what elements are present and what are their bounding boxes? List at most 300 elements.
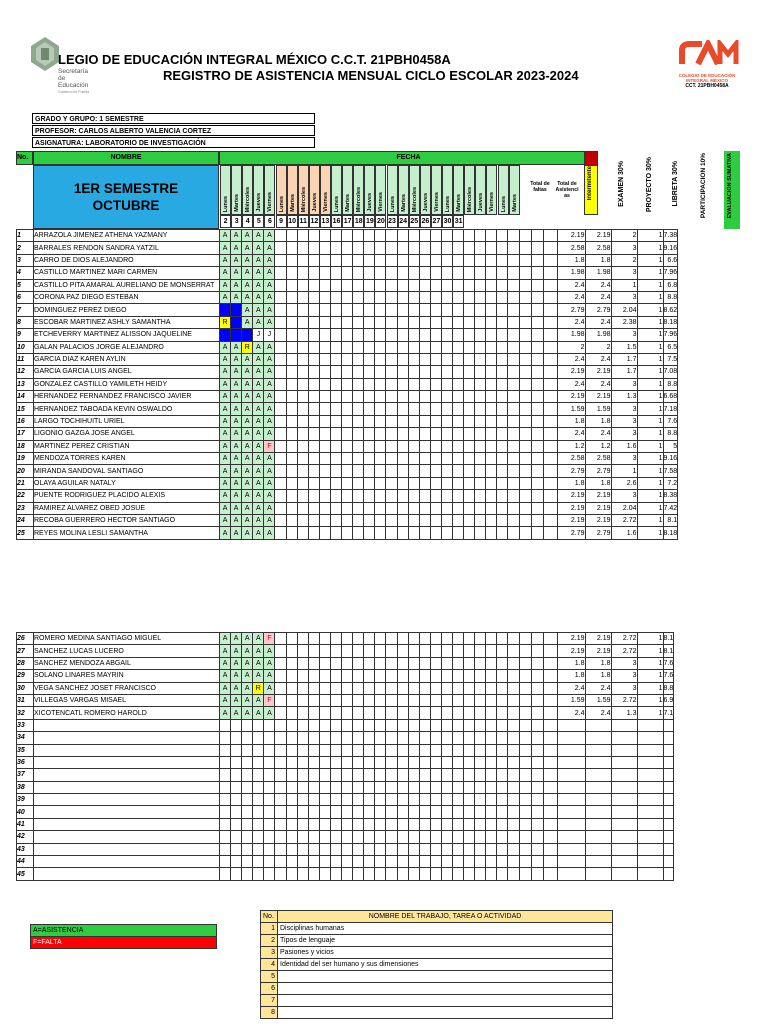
attendance-cell xyxy=(275,366,286,378)
evaluacion-value: 8.8 xyxy=(663,428,678,440)
attendance-cell xyxy=(508,831,519,843)
total-asistencias xyxy=(531,707,543,719)
attendance-cell xyxy=(386,732,397,744)
attendance-cell: A xyxy=(242,477,253,489)
attendance-cell xyxy=(342,440,353,452)
attendance-cell xyxy=(452,291,463,303)
attendance-cell xyxy=(441,341,452,353)
attendance-cell xyxy=(497,453,508,465)
participacion-value: 1 xyxy=(637,465,663,477)
weekday-header: Viernes xyxy=(264,165,275,215)
attendance-cell xyxy=(419,657,430,669)
day-number: 18 xyxy=(353,215,364,228)
examen-value xyxy=(557,781,585,793)
attendance-cell xyxy=(452,254,463,266)
row-number: 13 xyxy=(17,378,34,390)
libreta-value: 3 xyxy=(611,267,637,279)
attendance-cell xyxy=(275,781,286,793)
attendance-cell xyxy=(353,502,364,514)
student-name: LIGONIO GAZGA JOSE ANGEL xyxy=(34,428,220,440)
attendance-cell xyxy=(297,453,308,465)
day-number: 12 xyxy=(309,215,320,228)
attendance-cell xyxy=(353,341,364,353)
attendance-cell xyxy=(508,769,519,781)
attendance-cell xyxy=(430,316,441,328)
examen-value xyxy=(557,744,585,756)
attendance-cell xyxy=(452,242,463,254)
activity-name: Pasiones y vicios xyxy=(278,947,613,959)
day-number: 6 xyxy=(264,215,275,228)
attendance-cell xyxy=(375,806,386,818)
attendance-cell xyxy=(319,242,330,254)
attendance-cell xyxy=(386,391,397,403)
day-number: 24 xyxy=(398,215,409,228)
attendance-cell xyxy=(275,527,286,539)
attendance-cell xyxy=(242,719,253,731)
attendance-cell xyxy=(375,403,386,415)
attendance-cell xyxy=(397,806,408,818)
attendance-cell xyxy=(408,756,419,768)
student-name xyxy=(34,794,220,806)
attendance-cell xyxy=(364,316,375,328)
info-grado: GRADO Y GRUPO: 1 SEMESTRE xyxy=(32,113,315,124)
attendance-cell xyxy=(364,353,375,365)
attendance-cell xyxy=(452,744,463,756)
attendance-cell xyxy=(508,645,519,657)
attendance-cell xyxy=(497,341,508,353)
attendance-cell xyxy=(275,329,286,341)
total-faltas xyxy=(519,465,531,477)
attendance-cell xyxy=(275,806,286,818)
attendance-cell xyxy=(475,403,486,415)
attendance-cell xyxy=(308,806,319,818)
attendance-cell xyxy=(375,279,386,291)
attendance-cell: A xyxy=(231,527,242,539)
participacion-value xyxy=(637,719,663,731)
attendance-cell xyxy=(297,670,308,682)
intermitente-label: Intermitente xyxy=(587,166,593,201)
attendance-cell xyxy=(375,645,386,657)
attendance-cell xyxy=(353,694,364,706)
attendance-cell xyxy=(441,769,452,781)
table-row xyxy=(17,856,674,868)
attendance-cell xyxy=(342,781,353,793)
attendance-cell xyxy=(330,502,341,514)
attendance-cell: A xyxy=(231,415,242,427)
attendance-cell xyxy=(408,291,419,303)
attendance-cell xyxy=(386,403,397,415)
proyecto-value: 2.4 xyxy=(585,707,611,719)
attendance-cell xyxy=(408,856,419,868)
attendance-cell xyxy=(330,694,341,706)
attendance-cell xyxy=(419,694,430,706)
weekday-header: Martes xyxy=(398,165,409,215)
attendance-cell xyxy=(319,831,330,843)
day-number: 19 xyxy=(364,215,375,228)
attendance-cell: A xyxy=(264,304,275,316)
attendance-cell: A xyxy=(264,465,275,477)
evaluacion-value: 7.2 xyxy=(663,477,678,489)
table-row xyxy=(17,415,678,427)
attendance-cell xyxy=(353,682,364,694)
attendance-cell xyxy=(408,682,419,694)
attendance-cell: F xyxy=(264,633,275,645)
attendance-cell xyxy=(408,732,419,744)
attendance-cell xyxy=(464,744,475,756)
attendance-cell xyxy=(408,744,419,756)
attendance-cell xyxy=(297,304,308,316)
attendance-cell xyxy=(297,242,308,254)
attendance-cell xyxy=(231,856,242,868)
attendance-cell xyxy=(508,856,519,868)
examen-value: 2.19 xyxy=(557,490,585,502)
attendance-cell xyxy=(275,279,286,291)
attendance-cell xyxy=(297,428,308,440)
attendance-cell xyxy=(497,514,508,526)
col-no-header: No. xyxy=(16,151,33,165)
proyecto-value xyxy=(585,818,611,830)
attendance-cell xyxy=(319,267,330,279)
attendance-cell xyxy=(308,769,319,781)
attendance-cell xyxy=(364,694,375,706)
attendance-cell xyxy=(419,316,430,328)
attendance-cell xyxy=(253,781,264,793)
attendance-cell xyxy=(220,806,231,818)
student-name: RAMIREZ ALVAREZ OBED JOSUE xyxy=(34,502,220,514)
attendance-cell xyxy=(275,868,286,880)
attendance-cell xyxy=(330,353,341,365)
total-asistencias xyxy=(531,744,543,756)
attendance-cell: A xyxy=(220,403,231,415)
attendance-cell xyxy=(264,806,275,818)
total-asistencias xyxy=(531,781,543,793)
total-asistencias-header: Total de Asistenci as xyxy=(555,181,579,199)
attendance-cell xyxy=(353,514,364,526)
intermitente xyxy=(543,304,557,316)
attendance-cell: A xyxy=(242,682,253,694)
total-asistencias xyxy=(531,440,543,452)
attendance-cell: A xyxy=(231,353,242,365)
weekday-header: Viernes xyxy=(375,165,386,215)
attendance-cell: A xyxy=(231,391,242,403)
attendance-cell xyxy=(275,267,286,279)
total-asistencias xyxy=(531,514,543,526)
attendance-cell xyxy=(264,856,275,868)
attendance-cell xyxy=(397,527,408,539)
attendance-cell xyxy=(464,856,475,868)
activity-name: Tipos de lenguaje xyxy=(278,935,613,947)
attendance-cell xyxy=(408,453,419,465)
attendance-cell xyxy=(330,291,341,303)
attendance-cell xyxy=(364,527,375,539)
attendance-cell: A xyxy=(264,477,275,489)
attendance-cell: A xyxy=(253,633,264,645)
attendance-cell xyxy=(297,465,308,477)
attendance-cell xyxy=(386,657,397,669)
attendance-cell: A xyxy=(253,366,264,378)
attendance-cell xyxy=(430,527,441,539)
left-logo-line3: Gobierno de Puebla xyxy=(58,90,90,94)
attendance-cell xyxy=(330,267,341,279)
attendance-cell xyxy=(275,694,286,706)
attendance-cell xyxy=(452,304,463,316)
attendance-cell xyxy=(364,440,375,452)
attendance-cell xyxy=(475,633,486,645)
attendance-cell xyxy=(286,769,297,781)
attendance-cell xyxy=(264,769,275,781)
attendance-cell xyxy=(397,756,408,768)
attendance-cell xyxy=(441,304,452,316)
attendance-cell xyxy=(242,732,253,744)
examen-value: 1.8 xyxy=(557,415,585,427)
attendance-cell xyxy=(452,732,463,744)
attendance-cell xyxy=(286,719,297,731)
attendance-cell xyxy=(375,428,386,440)
proyecto-value: 2.58 xyxy=(585,242,611,254)
total-faltas xyxy=(519,694,531,706)
attendance-cell xyxy=(364,477,375,489)
attendance-cell xyxy=(297,769,308,781)
attendance-cell xyxy=(342,707,353,719)
attendance-cell xyxy=(441,843,452,855)
evaluacion-value: 9.16 xyxy=(663,453,678,465)
attendance-cell xyxy=(297,366,308,378)
student-name xyxy=(34,744,220,756)
attendance-cell xyxy=(508,291,519,303)
weekday-header: Jueves xyxy=(475,165,486,215)
attendance-cell: A xyxy=(231,291,242,303)
attendance-cell xyxy=(364,341,375,353)
attendance-cell xyxy=(308,633,319,645)
attendance-cell: A xyxy=(264,670,275,682)
attendance-cell xyxy=(319,477,330,489)
attendance-cell xyxy=(330,633,341,645)
student-name: LARGO TOCHIHUITL URIEL xyxy=(34,415,220,427)
attendance-cell xyxy=(408,304,419,316)
attendance-cell xyxy=(286,694,297,706)
attendance-cell xyxy=(342,794,353,806)
day-number: 23 xyxy=(387,215,398,228)
attendance-cell xyxy=(408,769,419,781)
attendance-cell: A xyxy=(242,440,253,452)
examen-value xyxy=(557,868,585,880)
attendance-cell xyxy=(364,453,375,465)
attendance-cell xyxy=(408,341,419,353)
attendance-cell xyxy=(330,242,341,254)
evaluacion-value: 6.9 xyxy=(663,694,674,706)
examen-value: 2.4 xyxy=(557,279,585,291)
attendance-cell: A xyxy=(220,242,231,254)
attendance-cell xyxy=(408,353,419,365)
attendance-cell xyxy=(375,316,386,328)
day-number: 27 xyxy=(431,215,442,228)
attendance-cell xyxy=(386,694,397,706)
attendance-cell xyxy=(275,856,286,868)
attendance-cell xyxy=(430,633,441,645)
attendance-cell xyxy=(275,682,286,694)
attendance-cell xyxy=(397,856,408,868)
proyecto-value xyxy=(585,794,611,806)
intermitente xyxy=(543,732,557,744)
attendance-cell xyxy=(353,707,364,719)
attendance-cell xyxy=(441,794,452,806)
student-name: SANCHEZ LUCAS LUCERO xyxy=(34,645,220,657)
row-number: 37 xyxy=(17,769,34,781)
attendance-cell xyxy=(364,719,375,731)
attendance-cell xyxy=(419,279,430,291)
evaluacion-value xyxy=(663,818,674,830)
attendance-cell xyxy=(430,744,441,756)
attendance-cell: A xyxy=(253,477,264,489)
attendance-cell xyxy=(497,682,508,694)
libreta-value: 1.3 xyxy=(611,391,637,403)
attendance-cell xyxy=(441,428,452,440)
attendance-cell xyxy=(508,490,519,502)
attendance-cell xyxy=(308,242,319,254)
attendance-cell xyxy=(330,732,341,744)
legend-falta: F=FALTA xyxy=(31,937,217,949)
attendance-cell xyxy=(297,707,308,719)
attendance-cell: A xyxy=(253,353,264,365)
attendance-cell xyxy=(430,818,441,830)
attendance-cell xyxy=(375,657,386,669)
proyecto-value: 2.4 xyxy=(585,279,611,291)
attendance-cell xyxy=(475,353,486,365)
examen-value: 2.19 xyxy=(557,391,585,403)
attendance-cell xyxy=(464,267,475,279)
attendance-cell xyxy=(220,818,231,830)
info-profesor: PROFESOR: CARLOS ALBERTO VALENCIA CORTEZ xyxy=(32,125,315,136)
proyecto-value xyxy=(585,831,611,843)
student-name: MIRANDA SANDOVAL SANTIAGO xyxy=(34,465,220,477)
attendance-cell xyxy=(330,477,341,489)
attendance-cell xyxy=(408,657,419,669)
attendance-cell xyxy=(386,756,397,768)
participacion-value xyxy=(637,794,663,806)
attendance-cell xyxy=(408,242,419,254)
intermitente xyxy=(543,415,557,427)
attendance-cell xyxy=(342,391,353,403)
total-faltas xyxy=(519,818,531,830)
attendance-cell: A xyxy=(231,502,242,514)
attendance-cell xyxy=(264,831,275,843)
attendance-cell: A xyxy=(231,378,242,390)
attendance-cell xyxy=(286,453,297,465)
participacion-value: 1 xyxy=(637,645,663,657)
attendance-cell xyxy=(397,465,408,477)
total-faltas xyxy=(519,744,531,756)
total-asistencias xyxy=(531,633,543,645)
attendance-cell xyxy=(419,391,430,403)
attendance-cell xyxy=(319,453,330,465)
examen-value: 2.4 xyxy=(557,316,585,328)
attendance-cell xyxy=(386,490,397,502)
total-asistencias xyxy=(531,329,543,341)
attendance-cell xyxy=(220,856,231,868)
left-logo-line2: de Educación xyxy=(58,75,89,89)
row-number: 28 xyxy=(17,657,34,669)
student-name: ESCOBAR MARTINEZ ASHLY SAMANTHA xyxy=(34,316,220,328)
attendance-cell xyxy=(364,378,375,390)
attendance-cell xyxy=(419,670,430,682)
attendance-cell xyxy=(408,633,419,645)
attendance-cell xyxy=(452,527,463,539)
attendance-cell xyxy=(464,230,475,242)
attendance-cell xyxy=(452,279,463,291)
evaluacion-value xyxy=(663,843,674,855)
attendance-cell xyxy=(408,267,419,279)
attendance-cell xyxy=(464,353,475,365)
attendance-cell xyxy=(475,670,486,682)
attendance-cell xyxy=(486,490,497,502)
legend xyxy=(30,924,217,949)
examen-value xyxy=(557,794,585,806)
evaluacion-value: 8.62 xyxy=(663,304,678,316)
intermitente-header xyxy=(584,151,598,215)
attendance-cell xyxy=(430,279,441,291)
attendance-cell xyxy=(297,291,308,303)
attendance-cell xyxy=(475,279,486,291)
attendance-cell xyxy=(464,682,475,694)
attendance-cell xyxy=(386,719,397,731)
intermitente xyxy=(543,781,557,793)
attendance-cell: A xyxy=(220,267,231,279)
attendance-cell xyxy=(386,465,397,477)
attendance-cell xyxy=(242,868,253,880)
attendance-cell: A xyxy=(264,366,275,378)
row-number: 29 xyxy=(17,670,34,682)
table-row xyxy=(17,353,678,365)
student-name: ETCHEVERRY MARTINEZ ALISSON JAQUELINE xyxy=(34,329,220,341)
attendance-cell xyxy=(220,769,231,781)
table-row xyxy=(17,490,678,502)
total-asistencias xyxy=(531,341,543,353)
attendance-cell xyxy=(330,670,341,682)
attendance-cell: A xyxy=(231,514,242,526)
total-asistencias xyxy=(531,818,543,830)
attendance-cell: A xyxy=(264,353,275,365)
attendance-cell xyxy=(419,732,430,744)
attendance-cell xyxy=(330,465,341,477)
attendance-cell xyxy=(353,267,364,279)
libreta-value xyxy=(611,744,637,756)
attendance-cell: F xyxy=(264,694,275,706)
attendance-cell xyxy=(452,657,463,669)
attendance-cell xyxy=(397,868,408,880)
attendance-cell xyxy=(452,267,463,279)
participacion-value xyxy=(637,831,663,843)
attendance-cell xyxy=(308,279,319,291)
attendance-cell xyxy=(375,465,386,477)
attendance-cell xyxy=(364,633,375,645)
attendance-cell: A xyxy=(253,415,264,427)
intermitente xyxy=(543,440,557,452)
weekday-header: Miércoles xyxy=(353,165,364,215)
total-faltas xyxy=(519,254,531,266)
attendance-cell xyxy=(464,428,475,440)
attendance-cell xyxy=(419,744,430,756)
attendance-cell: R xyxy=(242,341,253,353)
participacion-value: 1 xyxy=(637,316,663,328)
total-asistencias xyxy=(531,756,543,768)
total-faltas xyxy=(519,403,531,415)
activity-name xyxy=(278,1007,613,1019)
attendance-cell xyxy=(397,490,408,502)
attendance-cell xyxy=(397,353,408,365)
attendance-cell xyxy=(508,415,519,427)
attendance-cell xyxy=(430,657,441,669)
row-number: 18 xyxy=(17,440,34,452)
